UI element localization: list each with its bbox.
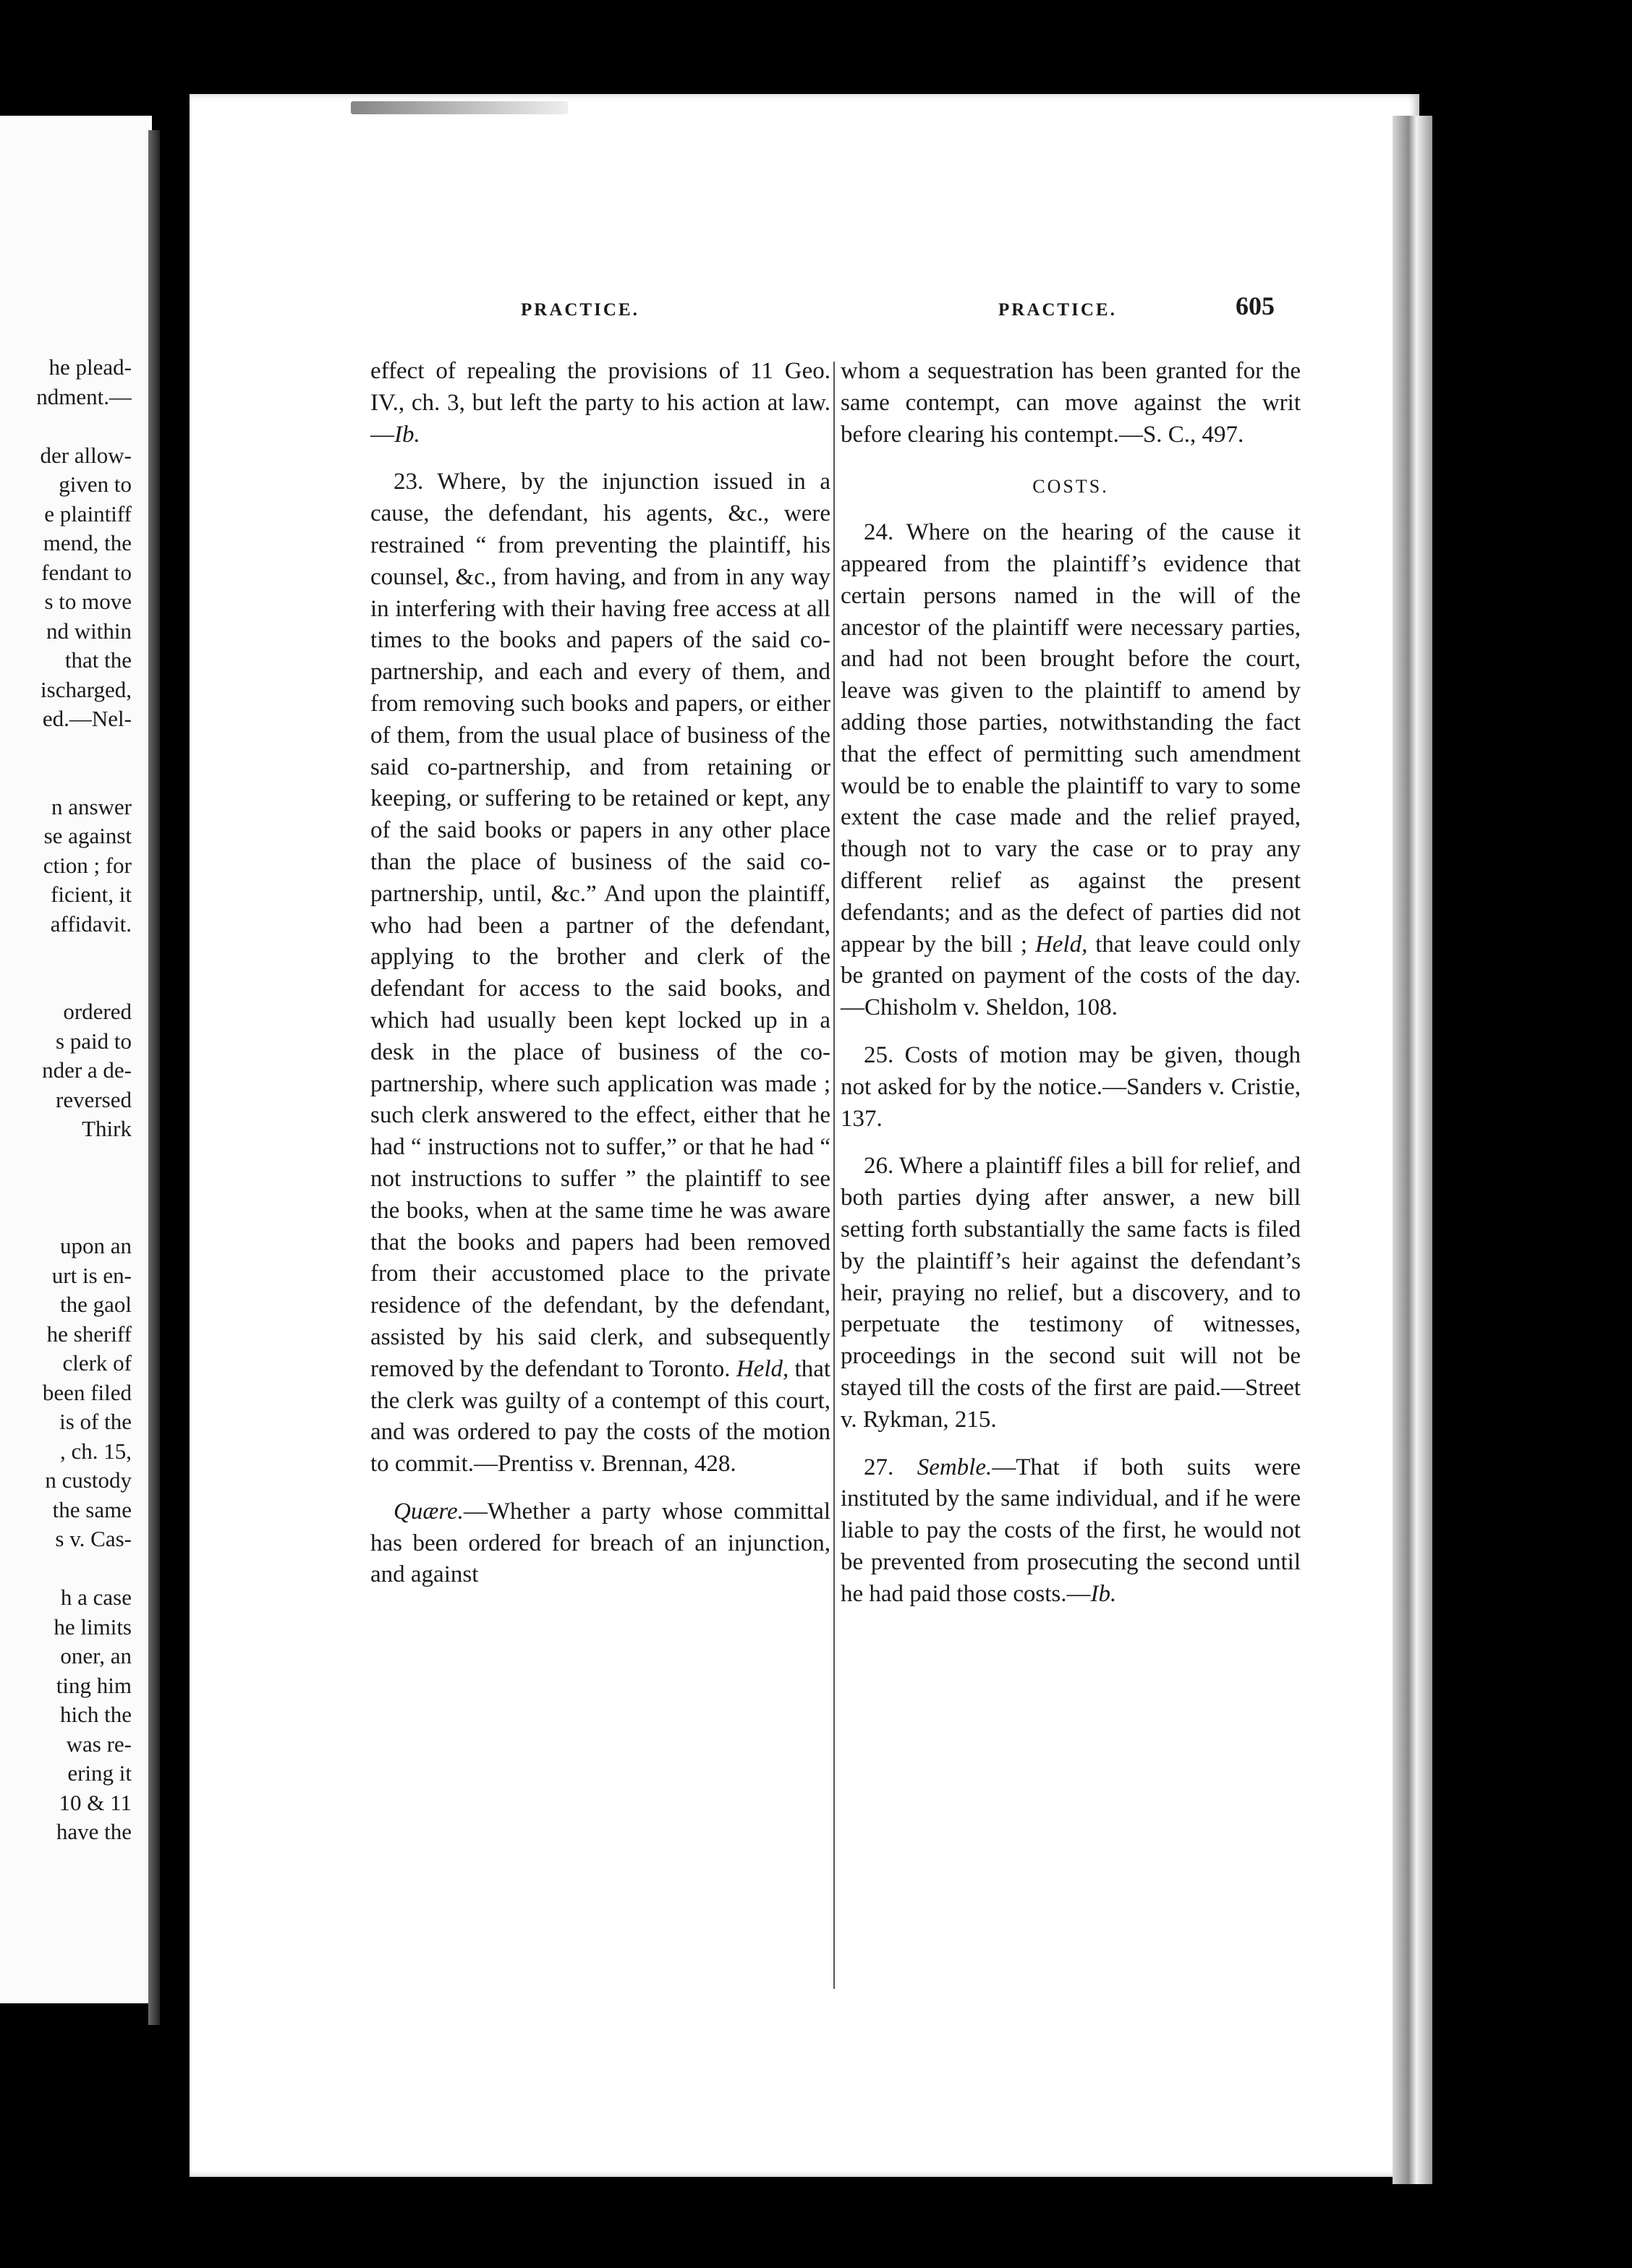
left-page-line: s to move xyxy=(44,589,132,614)
left-page-line: e plaintiff xyxy=(44,500,132,526)
left-page-line: n answer xyxy=(51,793,132,819)
left-page-line: nd within xyxy=(46,618,132,644)
running-head-left: PRACTICE. xyxy=(521,300,639,320)
left-page-line xyxy=(0,412,132,441)
left-page-line: is of the xyxy=(59,1409,132,1434)
left-page-line xyxy=(0,1144,132,1174)
left-page-line: given to xyxy=(59,472,132,497)
left-page-line: affidavit. xyxy=(50,911,132,937)
left-page-line: 10 & 11 xyxy=(59,1789,132,1815)
left-page-line: have the xyxy=(56,1819,132,1844)
left-page-line: upon an xyxy=(59,1233,132,1258)
paragraph-continued: effect of repealing the provisions of 11 Geo. IV., ch. 3, but left the party to his action at law.—Ib. xyxy=(370,358,830,448)
left-page-line: s paid to xyxy=(55,1028,132,1054)
paragraph-27: 27. Semble.—That if both suits were instituted by the same individual, and if he were liable to pay the costs of the first, he would not be prevented from prosecuting the second until he had paid those costs.—Ib. xyxy=(841,1454,1301,1607)
left-column xyxy=(370,356,830,1607)
left-page-line: fendant to xyxy=(41,559,132,585)
left-page-line: ction ; for xyxy=(43,852,132,878)
left-page-line: n custody xyxy=(45,1467,132,1493)
left-page-line: that the xyxy=(64,647,132,673)
left-page-line: ering it xyxy=(67,1760,132,1786)
paragraph-25: 25. Costs of motion may be given, though not asked for by the notice.—Sanders v. Cristie, 137. xyxy=(841,1041,1301,1132)
left-page-line xyxy=(0,1554,132,1584)
running-head-right: PRACTICE. xyxy=(998,300,1117,320)
left-page-line: the gaol xyxy=(60,1292,132,1317)
paragraph-24: 24. Where on the hearing of the cause it appeared from the plaintiff’s evidence that certain persons named in the will of the ancestor of the plaintiff were necessary parties, and had not been brought before the court, leave was given to the plaintiff to amend by adding those parties, notwithstanding the fact that the effect of permitting such amendment would be to enable the plaintiff to vary to some extent the case made and the relief prayed, though not to vary the case or to pray any different relief as against the present defendants; and as the defect of parties did not appear by the bill ; Held, that leave could only be granted on payment of the costs of the day.—Chisholm v. Sheldon, 108. xyxy=(841,519,1301,1021)
left-page-line xyxy=(0,734,132,764)
left-page-line: ischarged, xyxy=(41,676,132,702)
left-page-line: hich the xyxy=(60,1702,132,1727)
left-page-line: was re- xyxy=(66,1731,132,1757)
left-page-line xyxy=(0,968,132,998)
left-page-line: he plead- xyxy=(48,354,132,380)
paragraph-23: 23. Where, by the injunction issued in a cause, the defendant, his agents, &c., were restrained “ from preventing the plaintiff, his counsel, &c., from having, and from in any way in interfering with their having free access at all times to the books and papers of the said co-partnership, and each and every of them, and from removing such books and papers, or either of them, from the usual place of business of the said co-partnership, and from retaining or keeping, or suffering to be retained or kept, any of the said books or papers in any other place than the place of business of the said co-partnership, until, &c.” And upon the plaintiff, who had been a partner of the defendant, applying to the brother and clerk of the defendant for access to the said books, and which had usually been kept locked up in a desk in the place of business of the co-partnership, where such application was made ; such clerk answered to the effect, either that he had “ instructions not to suffer,” or that he had “ not instructions to suffer ” the plaintiff to see the books, when at the same time he was aware that the books and papers had been removed from their accustomed place to the private residence of the defendant, by the defendant, assisted by his said clerk, and subsequently removed by the defendant to Toronto. Held, that the clerk was guilty of a contempt of this court, and was ordered to pay the costs of the motion to commit.—Prentiss v. Brennan, 428. xyxy=(370,469,831,1478)
paragraph-quaere: Quære.—Whether a party whose committal has been ordered for breach of an injunction, and against xyxy=(370,1498,830,1588)
left-page-text xyxy=(0,353,132,1847)
left-page-line: oner, an xyxy=(60,1643,132,1668)
column-rule xyxy=(833,362,835,1989)
right-column xyxy=(841,356,1301,1626)
left-page-line: Thirk xyxy=(82,1116,132,1141)
left-page-line: mend, the xyxy=(43,530,132,555)
left-page-line: been filed xyxy=(42,1379,132,1405)
paragraph-26: 26. Where a plaintiff files a bill for relief, and both parties dying after answer, a new bill setting forth substantially the same facts is filed by the plaintiff’s heir against the defendant’s heir, praying no relief, but a discovery, and to perpetuate the testimony of witnesses, proceedings in the second suit will not be stayed till the costs of the first are paid.—Street v. Rykman, 215. xyxy=(841,1153,1301,1433)
left-page-line: ordered xyxy=(63,999,132,1024)
left-page-line: ed.—Nel- xyxy=(42,706,132,731)
paragraph-continued-right: whom a sequestration has been granted for the same contempt, can move against the writ before clearing his contempt.—S. C., 497. xyxy=(841,358,1301,448)
left-page-line: clerk of xyxy=(62,1350,132,1376)
left-page-line: der allow- xyxy=(40,442,132,468)
left-page-line: ting him xyxy=(56,1672,132,1698)
left-facing-page xyxy=(0,116,152,2003)
page-top-smudge xyxy=(351,101,568,114)
book-gutter xyxy=(148,130,160,2025)
left-page-line xyxy=(0,1173,132,1203)
left-page-line: reversed xyxy=(56,1086,132,1112)
left-page-line: ficient, it xyxy=(51,882,132,907)
left-page-line: h a case xyxy=(60,1585,132,1610)
left-page-line: ndment.— xyxy=(36,383,132,409)
page-number: 605 xyxy=(1236,291,1275,320)
left-page-line: the same xyxy=(52,1496,132,1522)
left-page-line: , ch. 15, xyxy=(59,1438,132,1464)
left-page-line: he sheriff xyxy=(46,1321,132,1347)
left-page-line: se against xyxy=(43,823,132,848)
left-page-line xyxy=(0,763,132,793)
page-edge xyxy=(1393,116,1432,2184)
left-page-line: he limits xyxy=(54,1613,132,1640)
left-page-line: nder a de- xyxy=(42,1057,132,1083)
left-page-line: urt is en- xyxy=(51,1262,132,1288)
left-page-line: s v. Cas- xyxy=(55,1526,132,1551)
section-heading-costs: COSTS. xyxy=(1032,476,1109,498)
left-page-line xyxy=(0,1203,132,1232)
left-page-line xyxy=(0,939,132,968)
